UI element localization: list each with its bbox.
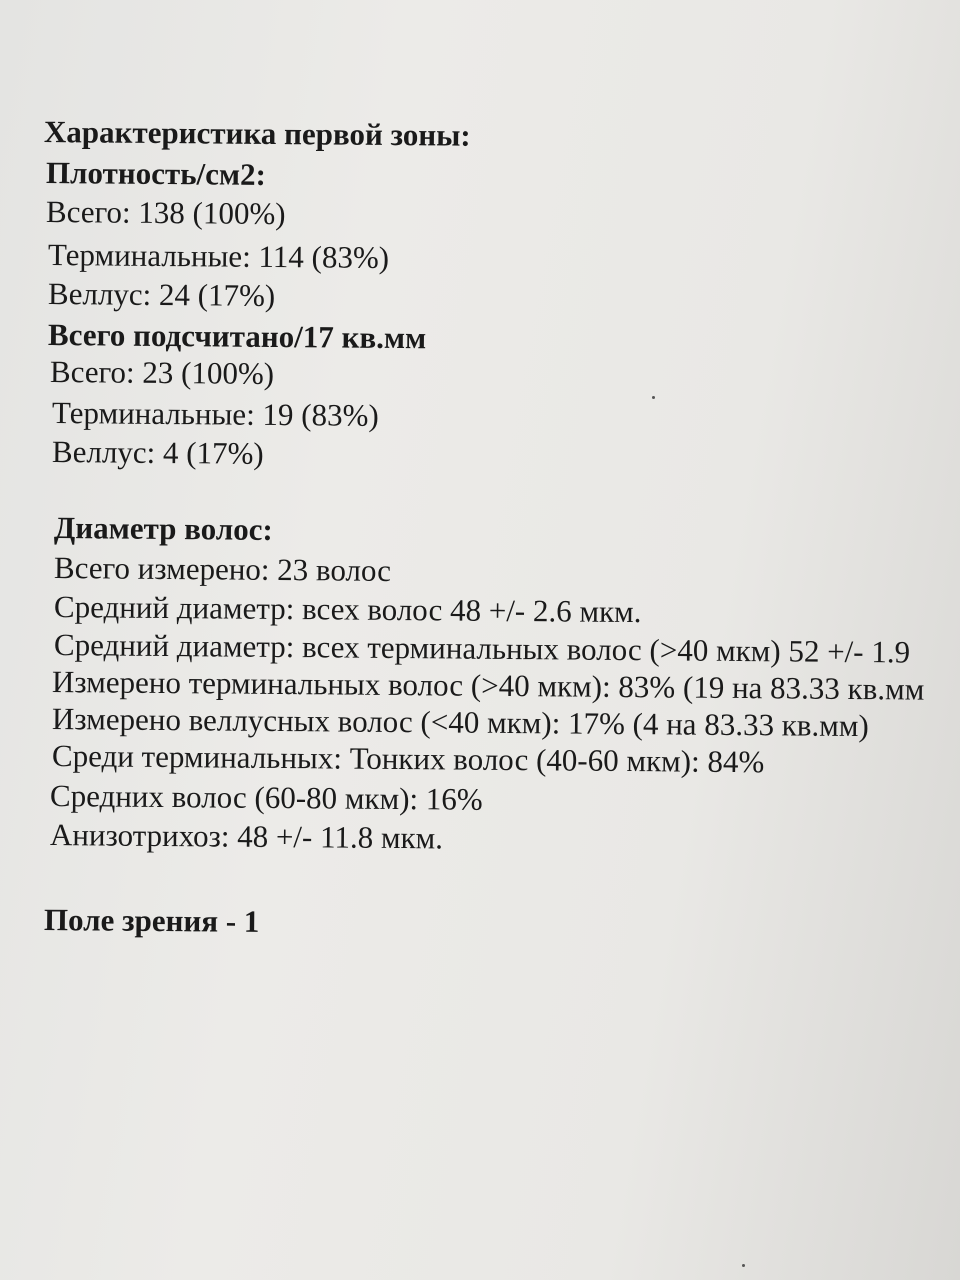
diameter-heading: Диаметр волос:	[53, 510, 273, 547]
diameter-thin-terminal: Среди терминальных: Тонких волос (40-60 мкм): 84%	[51, 738, 765, 780]
diameter-mean-terminal: Средний диаметр: всех терминальных волос (>40 мкм) 52 +/- 1.9	[53, 627, 911, 670]
density-terminal: Терминальные: 114 (83%)	[47, 237, 390, 275]
density-total: Всего: 138 (100%)	[45, 194, 286, 232]
counted-total: Всего: 23 (100%)	[49, 354, 275, 391]
diameter-mean-all: Средний диаметр: всех волос 48 +/- 2.6 мкм.	[53, 589, 642, 630]
paper-speck	[742, 1264, 745, 1267]
diameter-measured-total: Всего измерено: 23 волос	[53, 550, 392, 588]
density-heading: Плотность/см2:	[45, 155, 267, 192]
field-of-view-heading: Поле зрения - 1	[43, 902, 260, 939]
diameter-medium: Средних волос (60-80 мкм): 16%	[49, 778, 483, 817]
counted-heading: Всего подсчитано/17 кв.мм	[47, 317, 427, 356]
zone-heading: Характеристика первой зоны:	[43, 114, 471, 153]
diameter-measured-vellus: Измерено веллусных волос (<40 мкм): 17% (4 на 83.33 кв.мм)	[51, 701, 869, 744]
counted-vellus: Веллус: 4 (17%)	[51, 434, 264, 471]
diameter-measured-terminal: Измерено терминальных волос (>40 мкм): 83% (19 на 83.33 кв.мм	[51, 664, 925, 707]
paper-speck	[652, 396, 655, 399]
density-vellus: Веллус: 24 (17%)	[47, 276, 276, 313]
diameter-anisotrichosis: Анизотрихоз: 48 +/- 11.8 мкм.	[49, 817, 444, 856]
counted-terminal: Терминальные: 19 (83%)	[51, 395, 379, 433]
